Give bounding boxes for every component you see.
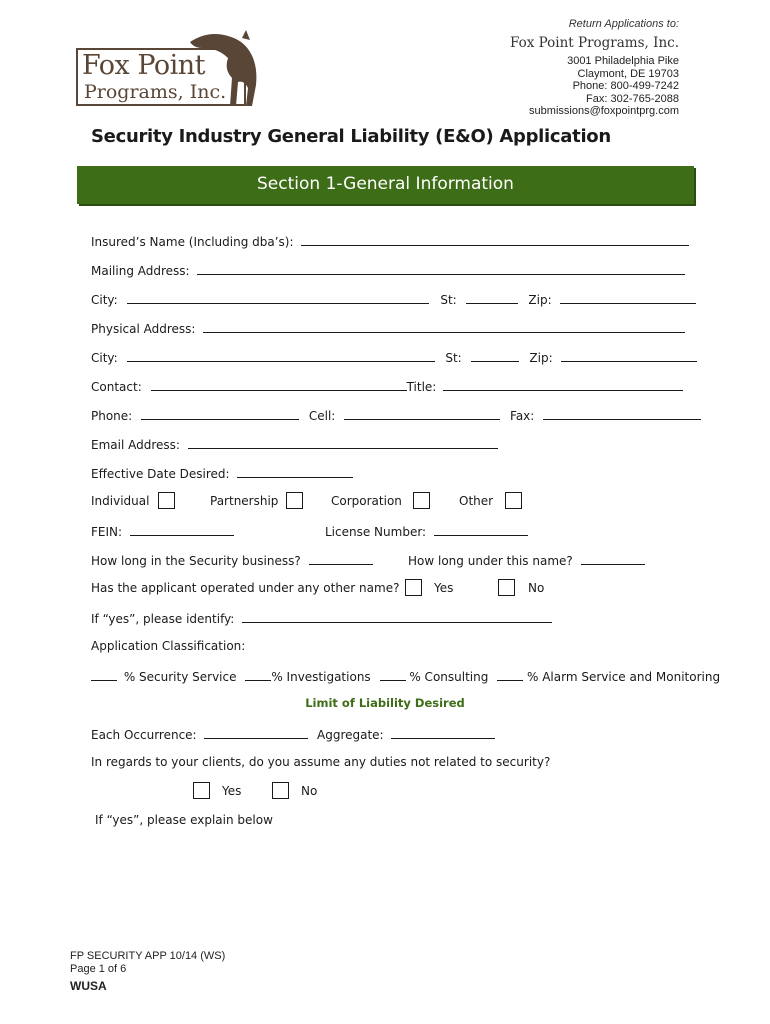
if-yes-identify-row bbox=[91, 610, 552, 626]
corporation-label: Corporation bbox=[331, 494, 402, 508]
aggregate-field[interactable] bbox=[391, 726, 495, 739]
if-yes-identify-field[interactable] bbox=[242, 610, 552, 623]
fein-label: FEIN: bbox=[91, 525, 123, 539]
effective-date-label: Effective Date Desired: bbox=[91, 467, 230, 481]
how-long-name-field[interactable] bbox=[581, 552, 645, 565]
physical-address-field[interactable] bbox=[203, 320, 685, 333]
cell-field[interactable] bbox=[344, 407, 500, 420]
other-checkbox[interactable] bbox=[505, 492, 522, 509]
fein-field[interactable] bbox=[130, 523, 234, 536]
how-long-name-label: How long under this name? bbox=[408, 554, 573, 568]
address-line: 3001 Philadelphia Pike bbox=[567, 55, 679, 67]
pct-security-label: % Security Service bbox=[123, 670, 237, 684]
zip-label: Zip: bbox=[529, 351, 553, 365]
page-number: Page 1 of 6 bbox=[70, 963, 127, 975]
if-yes-explain: If “yes”, please explain below bbox=[95, 813, 273, 827]
st-label: St: bbox=[440, 293, 457, 307]
mailing-zip-field[interactable] bbox=[560, 291, 696, 304]
section-banner bbox=[77, 166, 694, 204]
other-label: Other bbox=[459, 494, 494, 508]
physical-address-row bbox=[91, 320, 685, 336]
duties-yes-label: Yes bbox=[222, 784, 242, 798]
other-name-no-label: No bbox=[528, 581, 545, 595]
contact-label: Contact: bbox=[91, 380, 142, 394]
how-long-name-row bbox=[408, 552, 645, 568]
zip-label: Zip: bbox=[528, 293, 552, 307]
other-name-yes-checkbox[interactable] bbox=[405, 579, 422, 596]
partnership-label: Partnership bbox=[210, 494, 279, 508]
phone-label: Phone: bbox=[91, 409, 133, 423]
city-label: City: bbox=[91, 351, 118, 365]
physical-address-label: Physical Address: bbox=[91, 322, 196, 336]
duties-question: In regards to your clients, do you assume any duties not related to security? bbox=[91, 755, 551, 769]
pct-consulting-label: % Consulting bbox=[409, 670, 489, 684]
title-field[interactable] bbox=[443, 378, 683, 391]
footer-code: WUSA bbox=[70, 979, 107, 993]
page-title: Security Industry General Liability (E&O) Application bbox=[91, 126, 611, 147]
license-label: License Number: bbox=[325, 525, 427, 539]
physical-city-row bbox=[91, 349, 697, 365]
effective-date-field[interactable] bbox=[237, 465, 353, 478]
classification-row bbox=[91, 668, 720, 684]
corporation-checkbox[interactable] bbox=[413, 492, 430, 509]
logo-text-line1: Fox Point bbox=[82, 50, 206, 81]
return-label: Return Applications to: bbox=[568, 18, 679, 30]
aggregate-row bbox=[317, 726, 495, 742]
other-name-no-checkbox[interactable] bbox=[498, 579, 515, 596]
duties-no-checkbox[interactable] bbox=[272, 782, 289, 799]
how-long-business-label: How long in the Security business? bbox=[91, 554, 301, 568]
pct-investigations-label: % Investigations bbox=[271, 670, 371, 684]
each-occurrence-label: Each Occurrence: bbox=[91, 728, 197, 742]
contact-field[interactable] bbox=[151, 378, 407, 391]
fein-row bbox=[91, 523, 234, 539]
section-title: Section 1-General Information bbox=[257, 174, 514, 194]
pct-security-field[interactable] bbox=[91, 668, 117, 681]
mailing-address-field[interactable] bbox=[197, 262, 685, 275]
phone-row bbox=[91, 407, 701, 423]
other-name-question-label: Has the applicant operated under any other name? bbox=[91, 581, 400, 595]
each-occurrence-field[interactable] bbox=[204, 726, 308, 739]
pct-consulting-field[interactable] bbox=[380, 668, 406, 681]
aggregate-label: Aggregate: bbox=[317, 728, 384, 742]
limit-heading: Limit of Liability Desired bbox=[305, 696, 465, 710]
address-line: Fax: 302-765-2088 bbox=[586, 92, 679, 105]
other-name-question bbox=[91, 581, 399, 595]
physical-city-field[interactable] bbox=[127, 349, 435, 362]
duties-no-label: No bbox=[301, 784, 318, 798]
form-code: FP SECURITY APP 10/14 (WS) bbox=[70, 950, 226, 962]
partnership-checkbox[interactable] bbox=[286, 492, 303, 509]
title-label: Title: bbox=[406, 380, 437, 394]
license-row bbox=[325, 523, 528, 539]
insured-name-label: Insured’s Name (Including dba’s): bbox=[91, 235, 294, 249]
physical-zip-field[interactable] bbox=[561, 349, 697, 362]
physical-state-field[interactable] bbox=[471, 349, 519, 362]
email-label: Email Address: bbox=[91, 438, 180, 452]
footer bbox=[70, 950, 225, 993]
email-row bbox=[91, 436, 498, 452]
how-long-business-field[interactable] bbox=[309, 552, 373, 565]
mailing-city-row bbox=[91, 291, 696, 307]
how-long-business-row bbox=[91, 552, 373, 568]
other-name-yes-label: Yes bbox=[434, 581, 454, 595]
license-field[interactable] bbox=[434, 523, 528, 536]
address-line: Claymont, DE 19703 bbox=[577, 67, 679, 80]
pct-alarm-field[interactable] bbox=[497, 668, 523, 681]
individual-checkbox[interactable] bbox=[158, 492, 175, 509]
individual-label: Individual bbox=[91, 494, 150, 508]
app-classification-label: Application Classification: bbox=[91, 639, 246, 653]
if-yes-identify-label: If “yes”, please identify: bbox=[91, 612, 235, 626]
city-label: City: bbox=[91, 293, 118, 307]
mailing-address-label: Mailing Address: bbox=[91, 264, 190, 278]
each-occurrence-row bbox=[91, 726, 308, 742]
entity-type-other bbox=[459, 494, 493, 508]
company-address bbox=[529, 55, 679, 118]
phone-field[interactable] bbox=[141, 407, 299, 420]
fax-label: Fax: bbox=[510, 409, 535, 423]
company-logo bbox=[76, 30, 266, 110]
cell-label: Cell: bbox=[308, 409, 336, 423]
email-field[interactable] bbox=[188, 436, 498, 449]
st-label: St: bbox=[445, 351, 462, 365]
entity-type-corporation bbox=[331, 494, 402, 508]
mailing-state-field[interactable] bbox=[466, 291, 518, 304]
company-name: Fox Point Programs, Inc. bbox=[509, 35, 679, 51]
mailing-address-row bbox=[91, 262, 685, 278]
entity-type-individual bbox=[91, 494, 149, 508]
address-line: Phone: 800-499-7242 bbox=[572, 80, 679, 92]
insured-name-field[interactable] bbox=[301, 233, 689, 246]
pct-investigations-field[interactable] bbox=[245, 668, 271, 681]
duties-yes-checkbox[interactable] bbox=[193, 782, 210, 799]
insured-name-row bbox=[91, 233, 689, 249]
effective-date-row bbox=[91, 465, 353, 481]
mailing-city-field[interactable] bbox=[127, 291, 429, 304]
contact-row bbox=[91, 378, 683, 394]
entity-type-partnership bbox=[210, 494, 278, 508]
logo-text-line2: Programs, Inc. bbox=[84, 81, 227, 103]
pct-alarm-label: % Alarm Service and Monitoring bbox=[527, 670, 721, 684]
fax-field[interactable] bbox=[543, 407, 701, 420]
address-line: submissions@foxpointprg.com bbox=[529, 105, 679, 117]
